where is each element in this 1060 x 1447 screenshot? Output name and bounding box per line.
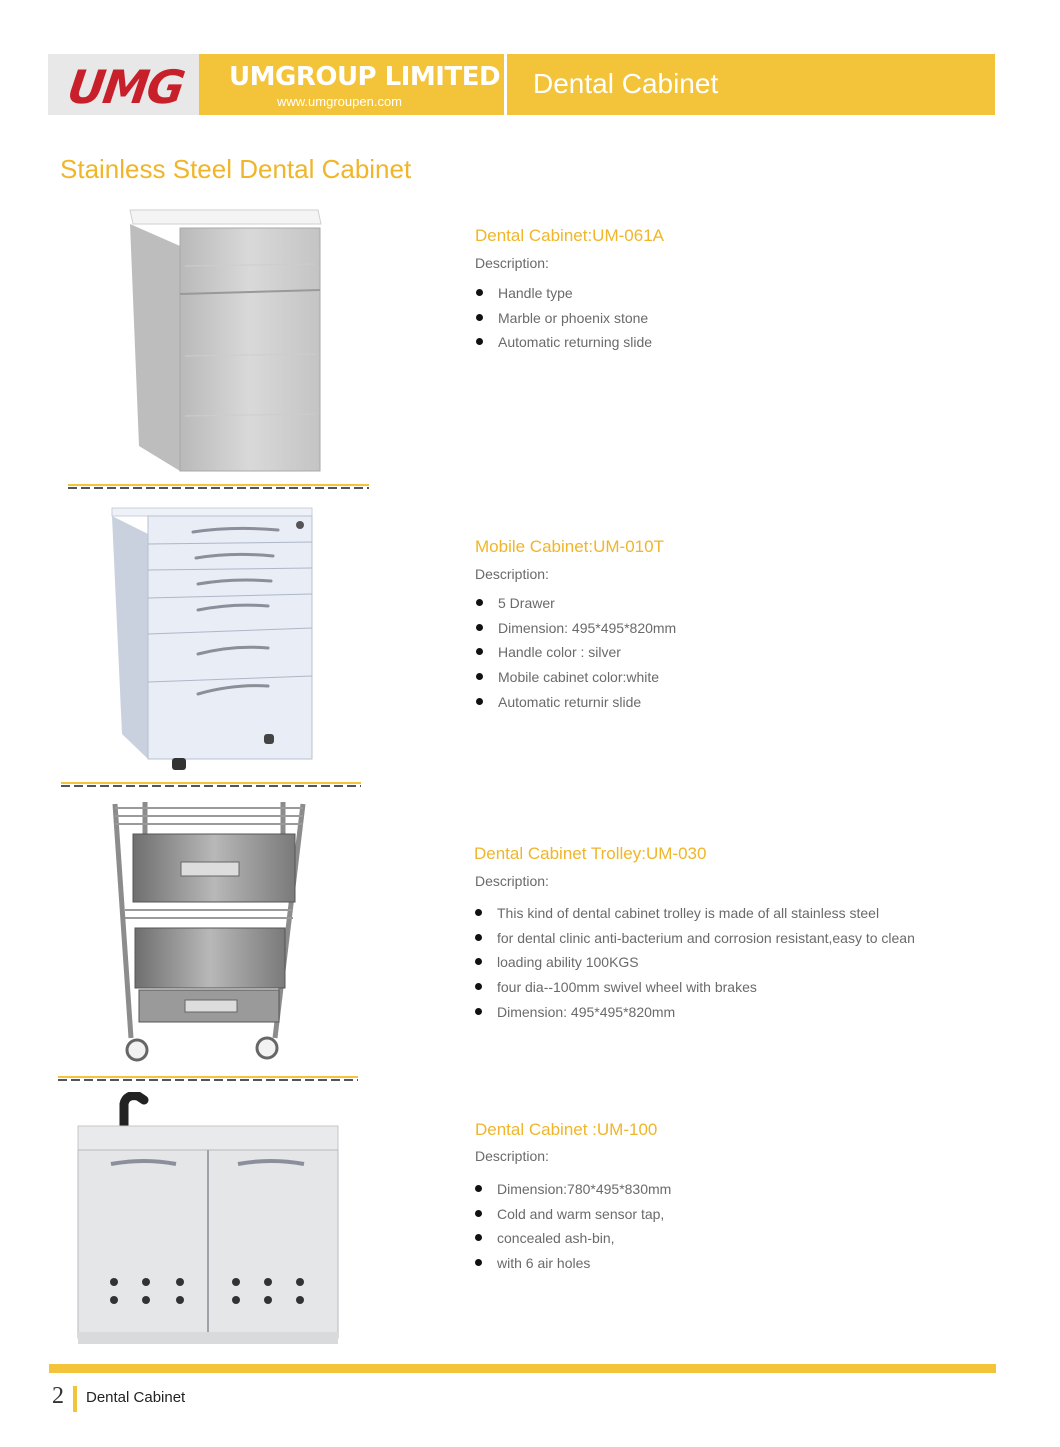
feature-item: concealed ash-bin, (475, 1229, 671, 1254)
footer-bar (49, 1364, 996, 1373)
company-name: UMGROUP LIMITED (229, 62, 501, 92)
feature-item: 5 Drawer (476, 594, 676, 619)
section-divider (68, 484, 369, 490)
feature-item: loading ability 100KGS (475, 953, 915, 978)
product-title: Dental Cabinet :UM-100 (475, 1120, 658, 1139)
feature-list (476, 284, 652, 358)
feature-item: Handle color : silver (476, 643, 676, 668)
sink-cabinet-photo (76, 1092, 340, 1348)
bullet-icon (475, 1259, 482, 1266)
feature-item: This kind of dental cabinet trolley is made of all stainless steel (475, 904, 915, 929)
mobile-cabinet-photo (108, 504, 318, 776)
description-label: Description: (475, 873, 549, 889)
feature-item: with 6 air holes (475, 1254, 671, 1279)
bullet-icon (475, 1210, 482, 1217)
trolley-photo (105, 798, 315, 1070)
company-logo: UMG (64, 60, 187, 114)
feature-item: for dental clinic anti-bacterium and corrosion resistant,easy to clean (475, 929, 915, 954)
bullet-icon (476, 599, 483, 606)
feature-item: Automatic returning slide (476, 333, 652, 358)
product-title: Dental Cabinet Trolley:UM-030 (474, 844, 707, 863)
bullet-icon (475, 909, 482, 916)
bullet-icon (476, 624, 483, 631)
feature-item: Dimension: 495*495*820mm (476, 619, 676, 644)
description-label: Description: (475, 566, 549, 582)
bullet-icon (475, 1185, 482, 1192)
company-box (199, 54, 504, 115)
feature-item: Handle type (476, 284, 652, 309)
description-label: Description: (475, 1148, 549, 1164)
bullet-icon (475, 958, 482, 965)
section-box (507, 54, 995, 115)
footer-label: Dental Cabinet (86, 1389, 186, 1406)
feature-item: Dimension: 495*495*820mm (475, 1003, 915, 1028)
section-divider (58, 1076, 358, 1082)
feature-item: Mobile cabinet color:white (476, 668, 676, 693)
bullet-icon (476, 314, 483, 321)
header-banner (48, 54, 995, 115)
section-title: Dental Cabinet (533, 68, 719, 99)
stainless-cabinet-photo (125, 206, 325, 476)
feature-item: Dimension:780*495*830mm (475, 1180, 671, 1205)
bullet-icon (476, 289, 483, 296)
product-title: Mobile Cabinet:UM-010T (475, 537, 664, 556)
logo-box (48, 54, 199, 115)
feature-list (475, 904, 915, 1027)
section-divider (61, 782, 361, 788)
bullet-icon (475, 934, 482, 941)
bullet-icon (476, 338, 483, 345)
bullet-icon (475, 1234, 482, 1241)
bullet-icon (476, 673, 483, 680)
product-title: Dental Cabinet:UM-061A (475, 226, 664, 245)
feature-item: Cold and warm sensor tap, (475, 1205, 671, 1230)
description-label: Description: (475, 255, 549, 271)
page-heading: Stainless Steel Dental Cabinet (60, 154, 412, 184)
feature-list (475, 1180, 671, 1279)
bullet-icon (475, 1008, 482, 1015)
company-url: www.umgroupen.com (277, 94, 402, 109)
feature-list (476, 594, 676, 717)
feature-item: Automatic returnir slide (476, 693, 676, 718)
feature-item: four dia--100mm swivel wheel with brakes (475, 978, 915, 1003)
feature-item: Marble or phoenix stone (476, 309, 652, 334)
bullet-icon (475, 983, 482, 990)
page-number: 2 (52, 1383, 64, 1409)
footer-accent (73, 1386, 77, 1412)
bullet-icon (476, 698, 483, 705)
bullet-icon (476, 648, 483, 655)
